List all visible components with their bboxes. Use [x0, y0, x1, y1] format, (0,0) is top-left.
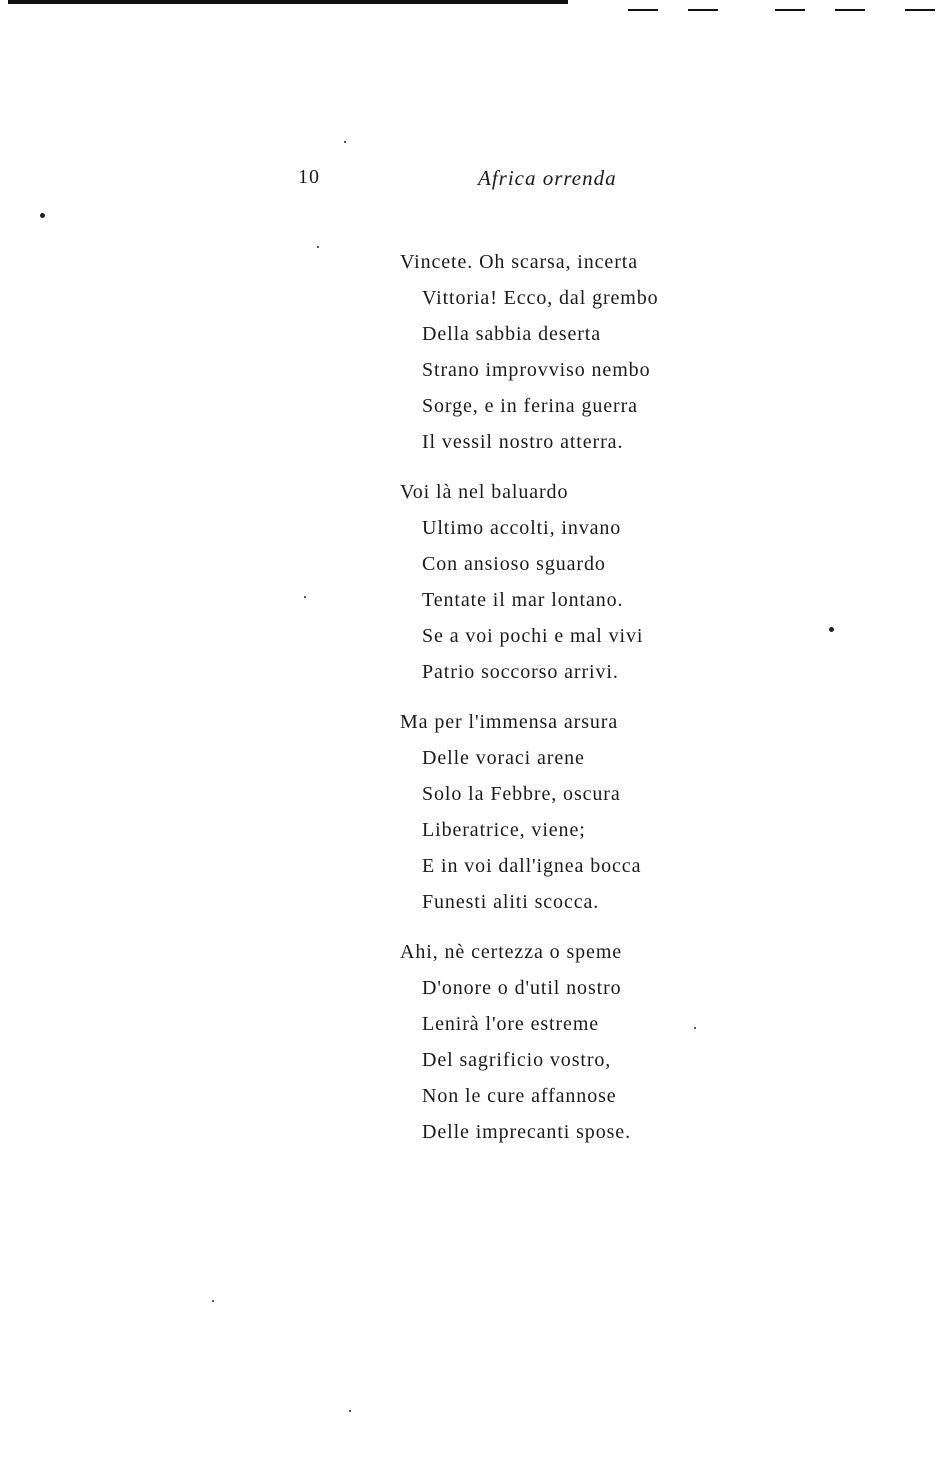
verse-line: Ma per l'immensa arsura: [400, 711, 619, 733]
verse-line: Ahi, nè certezza o speme: [400, 941, 623, 963]
verse-line: Il vessil nostro atterra.: [422, 431, 624, 453]
verse-line: Lenirà l'ore estreme: [422, 1013, 600, 1035]
verse-line: D'onore o d'util nostro: [422, 977, 622, 999]
scan-speck: [304, 596, 306, 598]
stanza: [400, 934, 830, 1150]
scan-speck: [317, 246, 319, 248]
scan-speck: [349, 1410, 351, 1412]
scan-speck: [40, 213, 45, 218]
top-border-dash: [775, 9, 805, 11]
top-border-dash: [688, 9, 718, 11]
verse-line: Vittoria! Ecco, dal grembo: [422, 287, 659, 309]
verse-line: Voi là nel baluardo: [400, 481, 569, 503]
stanza: [400, 244, 830, 460]
page-number: 10: [298, 166, 320, 188]
poem-body: [400, 244, 830, 1164]
verse-line: Vincete. Oh scarsa, incerta: [400, 251, 638, 273]
verse-line: Della sabbia deserta: [422, 323, 602, 345]
stanza: [400, 474, 830, 690]
verse-line: Delle imprecanti spose.: [422, 1121, 631, 1143]
top-border-dash: [835, 9, 865, 11]
verse-line: Solo la Febbre, oscura: [422, 783, 621, 805]
verse-line: Del sagrificio vostro,: [422, 1049, 612, 1071]
verse-line: Se a voi pochi e mal vivi: [422, 625, 644, 647]
top-border-rule: [8, 0, 568, 4]
verse-line: Sorge, e in ferina guerra: [422, 395, 638, 417]
verse-line: Delle voraci arene: [422, 747, 585, 769]
verse-line: Funesti aliti scocca.: [422, 891, 600, 913]
verse-line: Strano improvviso nembo: [422, 359, 651, 381]
scan-speck: [212, 1300, 214, 1302]
scan-speck: [344, 141, 346, 143]
stanza: [400, 704, 830, 920]
verse-line: Tentate il mar lontano.: [422, 589, 624, 611]
verse-line: E in voi dall'ignea bocca: [422, 855, 642, 877]
verse-line: Ultimo accolti, invano: [422, 517, 622, 539]
verse-line: Con ansioso sguardo: [422, 553, 606, 575]
running-head: Africa orrenda: [478, 166, 617, 190]
top-border-dash: [628, 9, 658, 11]
verse-line: Non le cure affannose: [422, 1085, 617, 1107]
top-border-dash: [905, 9, 935, 11]
verse-line: Liberatrice, viene;: [422, 819, 586, 841]
verse-line: Patrio soccorso arrivi.: [422, 661, 619, 683]
